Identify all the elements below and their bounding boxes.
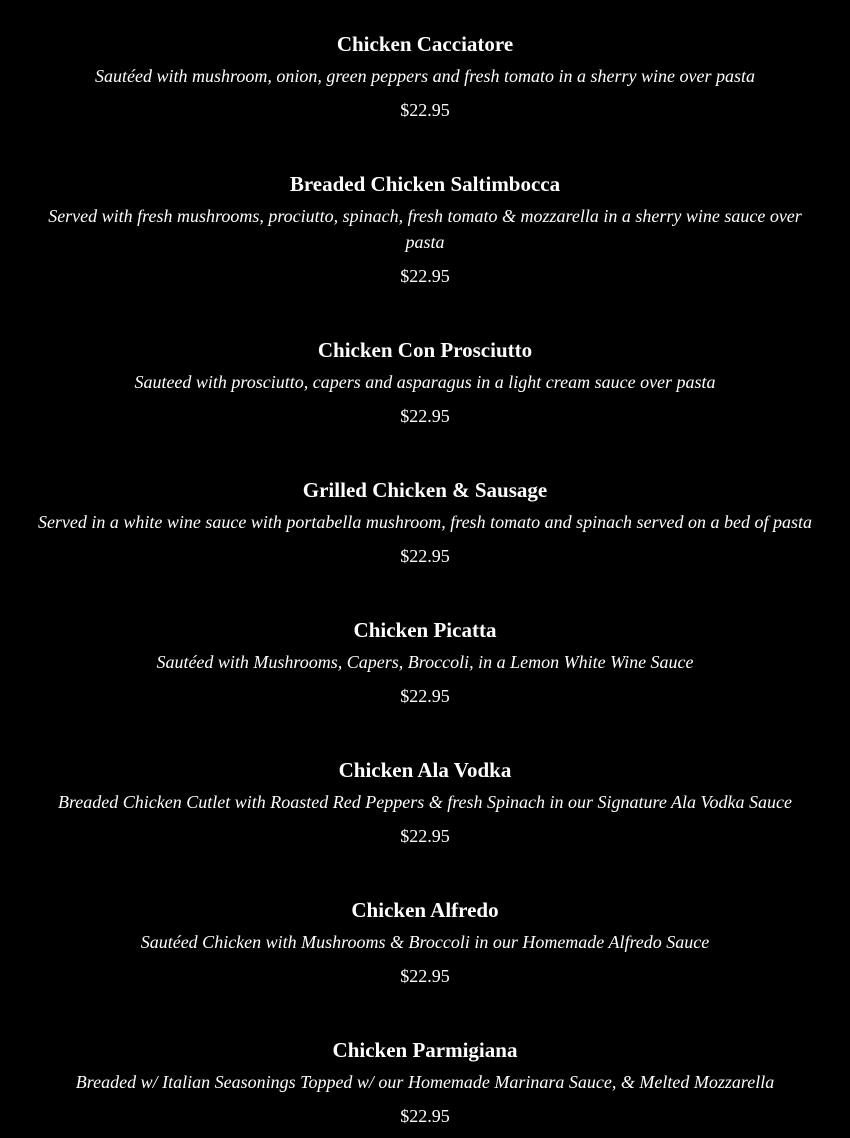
menu-item-chicken-cacciatore bbox=[30, 31, 820, 121]
menu-item-name: Chicken Con Prosciutto bbox=[317, 338, 533, 362]
menu-item-description: Sautéed with mushroom, onion, green peppers and fresh tomato in a sherry wine over pasta bbox=[95, 66, 755, 86]
menu-item-description: Served in a white wine sauce with portabella mushroom, fresh tomato and spinach served on a bed of pasta bbox=[37, 512, 813, 532]
menu-item-name: Chicken Cacciatore bbox=[336, 32, 514, 56]
menu-item-description: Sautéed Chicken with Mushrooms & Broccoli in our Homemade Alfredo Sauce bbox=[140, 932, 710, 952]
menu-item-price: $22.95 bbox=[400, 1106, 450, 1126]
menu-item-name: Grilled Chicken & Sausage bbox=[302, 478, 548, 502]
menu-item-price: $22.95 bbox=[400, 100, 450, 120]
menu-item-price: $22.95 bbox=[400, 406, 450, 426]
menu-item-price: $22.95 bbox=[400, 686, 450, 706]
menu-item-name: Breaded Chicken Saltimbocca bbox=[289, 172, 561, 196]
menu-item-name: Chicken Ala Vodka bbox=[338, 758, 512, 782]
menu-item-name: Chicken Parmigiana bbox=[332, 1038, 518, 1062]
menu-item-price: $22.95 bbox=[400, 826, 450, 846]
menu-item-price: $22.95 bbox=[400, 266, 450, 286]
menu-item-description: Breaded Chicken Cutlet with Roasted Red Peppers & fresh Spinach in our Signature Ala Vodka Sauce bbox=[57, 792, 793, 812]
menu-item-description: Served with fresh mushrooms, prociutto, spinach, fresh tomato & mozzarella in a sherry wine sauce over pasta bbox=[48, 206, 802, 252]
menu-item-chicken-con-prosciutto bbox=[30, 337, 820, 427]
menu-item-breaded-chicken-saltimbocca bbox=[30, 171, 820, 287]
menu-item-description: Sauteed with prosciutto, capers and asparagus in a light cream sauce over pasta bbox=[134, 372, 716, 392]
menu-item-grilled-chicken-sausage bbox=[30, 477, 820, 567]
menu-item-description: Breaded w/ Italian Seasonings Topped w/ our Homemade Marinara Sauce, & Melted Mozzarella bbox=[75, 1072, 775, 1092]
menu-item-chicken-alfredo bbox=[30, 897, 820, 987]
menu-item-chicken-picatta bbox=[30, 617, 820, 707]
menu-item-chicken-parmigiana bbox=[30, 1037, 820, 1127]
menu-item-price: $22.95 bbox=[400, 546, 450, 566]
menu-item-name: Chicken Picatta bbox=[353, 618, 497, 642]
menu-item-name: Chicken Alfredo bbox=[351, 898, 499, 922]
menu-item-price: $22.95 bbox=[400, 966, 450, 986]
menu-item-chicken-ala-vodka bbox=[30, 757, 820, 847]
menu-item-description: Sautéed with Mushrooms, Capers, Broccoli, in a Lemon White Wine Sauce bbox=[156, 652, 694, 672]
